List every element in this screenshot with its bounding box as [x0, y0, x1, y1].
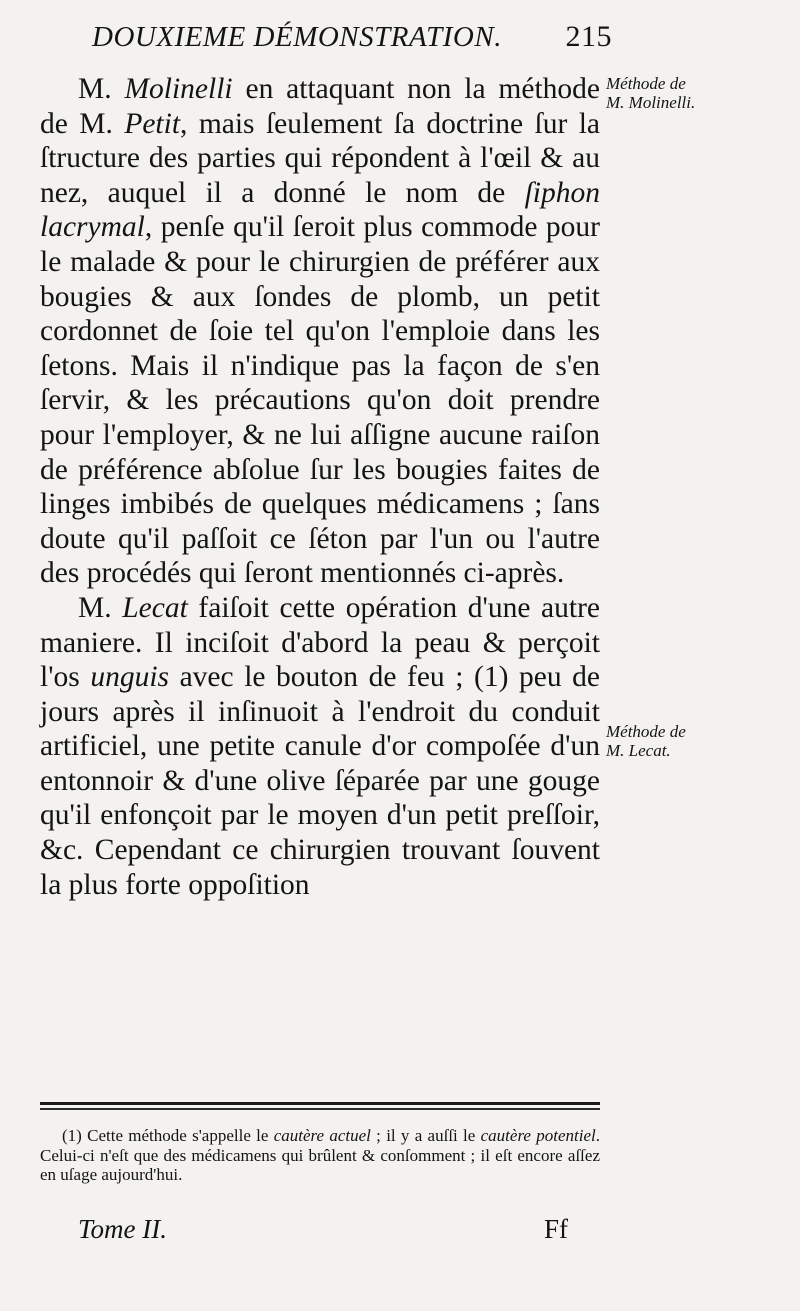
running-title: DOUXIEME DÉMONSTRATION.: [92, 21, 502, 53]
margin-note-line: Méthode de: [606, 722, 686, 741]
margin-note-line: Méthode de: [606, 74, 686, 93]
footnote-rule: [40, 1102, 600, 1105]
paragraph-lecat: M. Lecat faiſoit cette opération d'une autre maniere. Il inciſoit d'abord la peau & perçoit l'os unguis avec le bouton de feu ; (1) peu de jours après il inſinuoit à l'endroit du conduit artificiel, une petite canule d'or compoſée d'un entonnoir & d'une olive ſéparée par une gouge qu'il enfonçoit par le moyen d'un petit preſſoir, &c. Cependant ce chirurgien trouvant ſouvent la plus forte oppoſition: [40, 591, 600, 901]
italic-term: cautère actuel: [273, 1126, 371, 1145]
italic-term: cautère potentiel: [480, 1126, 596, 1145]
italic-term: ſiphon lacrymal: [40, 176, 600, 244]
page-footer: [78, 1214, 598, 1245]
margin-note-line: M. Lecat.: [606, 741, 671, 760]
page-number: 215: [565, 20, 612, 53]
main-text: [40, 72, 600, 902]
italic-term: Lecat: [122, 591, 188, 624]
italic-term: Molinelli: [124, 73, 233, 105]
italic-term: Petit: [124, 107, 181, 140]
margin-note-molinelli: [606, 74, 796, 112]
paragraph-molinelli: M. Molinelli en attaquant non la méthode de M. Petit, mais ſeulement ſa doctrine ſur la ſtructure des parties qui répondent à l'œil & au nez, auquel il a donné le nom de ſiphon lacrymal, penſe qu'il ſeroit plus commode pour le malade & pour le chirurgien de préférer aux bougies & aux ſondes de plomb, un petit cordonnet de ſoie tel qu'on l'emploie dans les ſetons. Mais il n'indique pas la façon de s'en ſervir, & les précautions qu'on doit prendre pour l'employer, & ne lui aſſigne aucune raiſon de préférence abſolue ſur les bougies faites de linges imbibés de quelques médicamens ; ſans doute qu'il paſſoit ce ſéton par l'un ou l'autre des procédés qui ſeront mentionnés ci-après.: [40, 73, 600, 590]
volume-label: Tome II.: [78, 1214, 168, 1244]
footnote: (1) Cette méthode s'appelle le cautère actuel ; il y a auſſi le cautère potentiel. Celui-ci n'eſt que des médicamens qui brûlent & conſomment ; il eſt encore aſſez en uſage aujourd'hui.: [40, 1126, 600, 1184]
margin-note-line: M. Molinelli.: [606, 93, 696, 112]
footnote-rule-thin: [40, 1108, 600, 1110]
italic-term: unguis: [90, 661, 170, 694]
running-head: [92, 20, 612, 54]
signature-mark: Ff: [543, 1214, 568, 1244]
margin-note-lecat: [606, 722, 796, 760]
